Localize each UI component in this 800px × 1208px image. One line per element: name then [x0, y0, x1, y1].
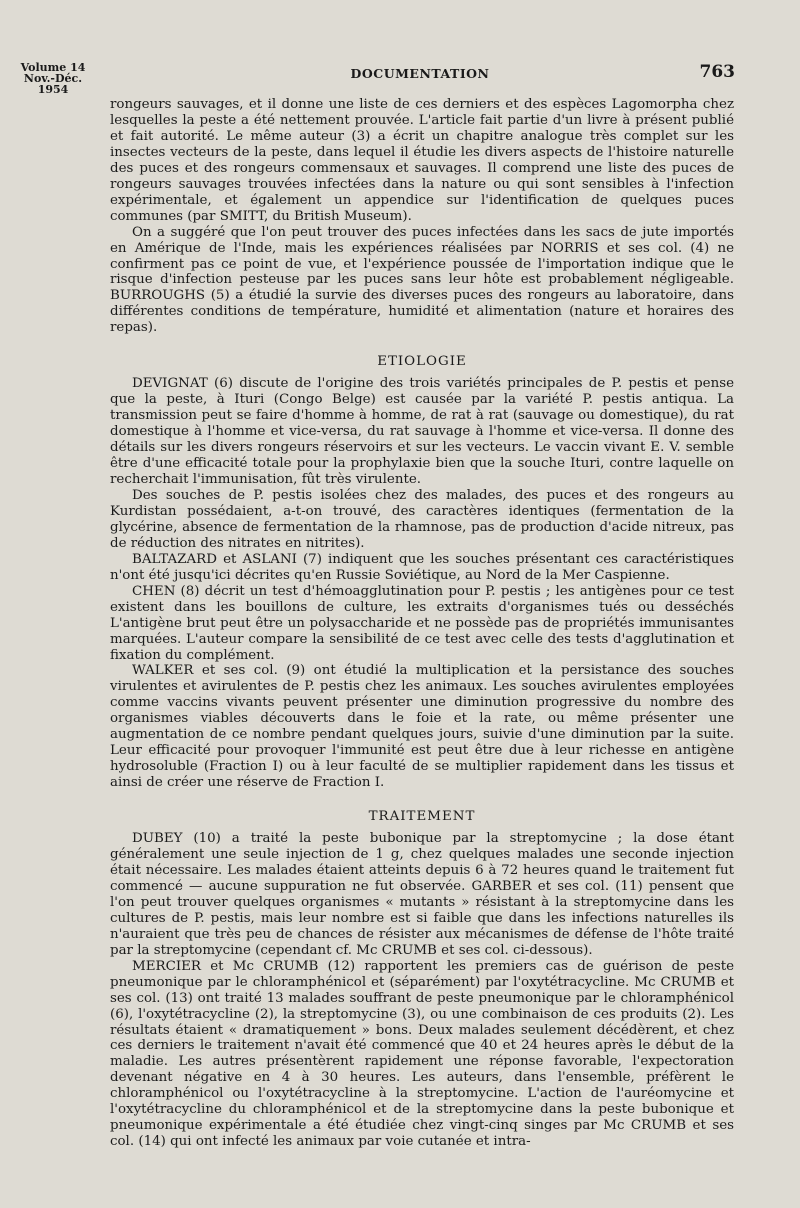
traitement-paragraph-1: DUBEY (10) a traité la peste bubonique par la streptomycine ; la dose étant généralement une seule injection de 1 g, chez quelques malades une seconde injection était nécessaire. Les malades étaient atteints depuis 6 à 72 heures quand le traitement fut commencé — aucune suppuration ne fut observée. GARBER et ses col. (11) pensent que l'on peut trouver quelques organismes « mutants » résistant à la streptomycine dans les cultures de P. pestis, mais leur nombre est si faible que dans les infections naturelles ils n'auraient que très peu de chances de résister aux mécanismes de défense de l'hôte traité par la streptomycine (cependant cf. Mc CRUMB et ses col. ci-dessous). [110, 831, 734, 958]
etiologie-paragraph-2: Des souches de P. pestis isolées chez des malades, des puces et des rongeurs au Kurdistan possédaient, a-t-on trouvé, des caractères identiques (fermentation de la glycérine, absence de fermentation de la rhamnose, pas de production d'acide nitreux, pas de réduction des nitrates en nitrites). [110, 487, 734, 551]
issue-label: Nov.-Déc. 1954 [23, 72, 83, 96]
section-heading-traitement: TRAITEMENT [368, 809, 476, 825]
section-heading-etiologie: ETIOLOGIE [377, 354, 467, 370]
volume-label: Volume 14 [20, 61, 86, 74]
intro-paragraph-2: On a suggéré que l'on peut trouver des puces infectées dans les sacs de jute importés en Amérique de l'Inde, mais les expériences réalisées par NORRIS et ses col. (4) ne confirment pas ce point de vue, et l'expérience poussée de l'importation indique que le risque d'infection pesteuse par les puces sans leur hôte est probablement négligeable. BURROUGHS (5) a étudié la survie des diverses puces des rongeurs au laboratoire, dans différentes conditions de température, humidité et alimentation (nature et horaires des repas). [110, 224, 734, 336]
page-number: 763 [699, 62, 735, 82]
article-body [110, 97, 734, 1150]
etiologie-paragraph-4: CHEN (8) décrit un test d'hémoagglutination pour P. pestis ; les antigènes pour ce test existent dans les bouillons de culture, les extraits d'organismes tués ou desséchés L'antigène brut peut être un polysaccharide et ne possède pas de propriétés immunisantes marquées. L'auteur compare la sensibilité de ce test avec celle des tests d'agglutination et fixation du complément. [110, 583, 734, 663]
traitement-paragraph-2: MERCIER et Mc CRUMB (12) rapportent les premiers cas de guérison de peste pneumonique par le chloramphénicol et (séparément) par l'oxytétracycline. Mc CRUMB et ses col. (13) ont traité 13 malades souffrant de peste pneumonique par le chloramphénicol (6), l'oxytétracycline (2), la streptomycine (3), ou une combinaison de ces produits (2). Les résultats étaient « dramatiquement » bons. Deux malades seulement décédèrent, et chez ces derniers le traitement n'avait été commencé que 40 et 24 heures après le début de la maladie. Les autres présentèrent rapidement une réponse favorable, l'expectoration devenant négative en 4 à 30 heures. Les auteurs, dans l'ensemble, préfèrent le chloramphénicol ou l'oxytétracycline à la streptomycine. L'action de l'auréomycine et l'oxytétracycline du chloramphénicol et de la streptomycine dans la peste bubonique et pneumonique expérimentale a été étudiée chez vingt-cinq singes par Mc CRUMB et ses col. (14) qui ont infecté les animaux par voie cutanée et intra- [110, 958, 734, 1150]
intro-paragraph-1: rongeurs sauvages, et il donne une liste de ces derniers et des espèces Lagomorpha chez lesquelles la peste a été nettement prouvée. L'article fait partie d'un livre à présent publié et fait autorité. Le même auteur (3) a écrit un chapitre analogue très complet sur les insectes vecteurs de la peste, dans lequel il étudie les divers aspects de l'histoire naturelle des puces et des rongeurs commensaux et sauvages. Il comprend une liste des puces de rongeurs sauvages trouvées infectées dans la nature ou qui sont sensibles à l'infection expérimentale, et également un appendice sur l'identification de quelques puces communes (par SMITT, du British Museum). [110, 97, 734, 224]
etiologie-paragraph-3: BALTAZARD et ASLANI (7) indiquent que les souches présentant ces caractéristiques n'ont été jusqu'ici décrites qu'en Russie Soviétique, au Nord de la Mer Caspienne. [110, 551, 734, 583]
volume-info [8, 62, 98, 95]
running-title: DOCUMENTATION [350, 66, 490, 81]
etiologie-paragraph-1: DEVIGNAT (6) discute de l'origine des trois variétés principales de P. pestis et pense que la peste, à Ituri (Congo Belge) est causée par la variété P. pestis antiqua. La transmission peut se faire d'homme à homme, de rat à rat (sauvage ou domestique), du rat domestique à l'homme et vice-versa, du rat sauvage à l'homme et vice-versa. Il donne des détails sur les divers rongeurs réservoirs et sur les vecteurs. Le vaccin vivant E. V. semble être d'une efficacité totale pour la prophylaxie bien que la souche Ituri, contre laquelle on recherchait l'immunisation, fût très virulente. [110, 376, 734, 488]
etiologie-paragraph-5: WALKER et ses col. (9) ont étudié la multiplication et la persistance des souches virulentes et avirulentes de P. pestis chez les animaux. Les souches avirulentes employées comme vaccins vivants peuvent présenter une diminution progressive du nombre des organismes viables découverts dans le foie et la rate, ou même présenter une augmentation de ce nombre pendant quelques jours, suivie d'une diminution par la suite. Leur efficacité pour provoquer l'immunité est peut être due à leur richesse en antigène hydrosoluble (Fraction I) ou à leur faculté de se multiplier rapidement dans les tissus et ainsi de créer une réserve de Fraction I. [110, 663, 734, 791]
